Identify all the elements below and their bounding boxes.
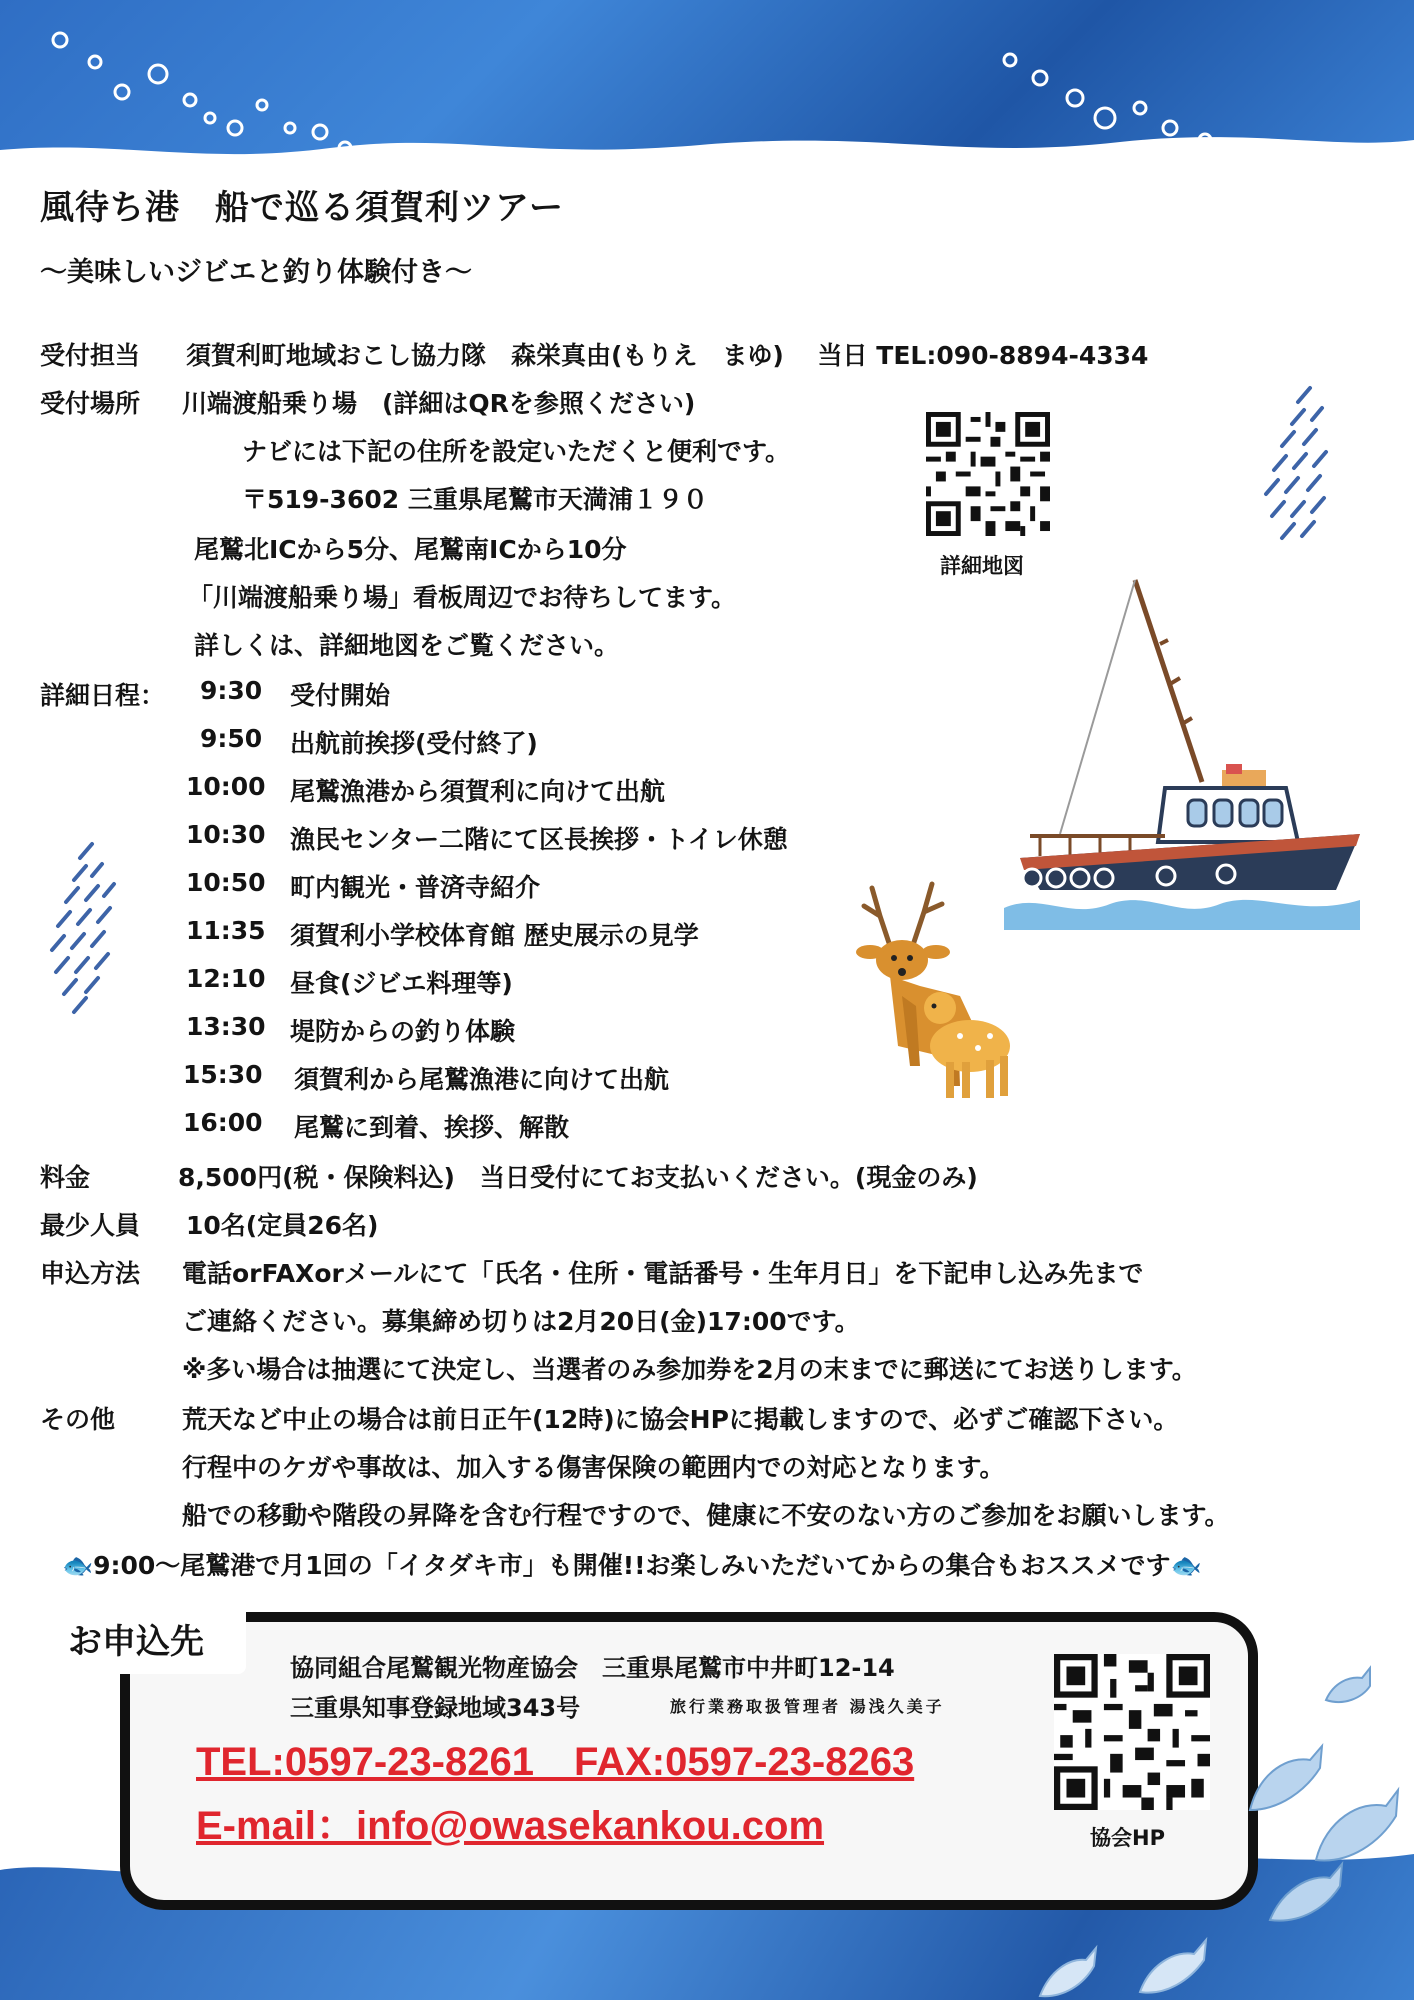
fish-icon [1030,1900,1230,2000]
application-line: ※多い場合は抽選にて決定し、当選者のみ参加券を2月の末までに郵送にてお送りします。 [182,1355,1197,1384]
schedule-event: 須賀利から尾鷲漁港に向けて出航 [294,1065,670,1094]
minimum-text: 10名(定員26名) [186,1211,379,1240]
dash-decoration-right [1258,384,1338,564]
travel-manager: 旅行業務取扱管理者 湯浅久美子 [670,1697,945,1716]
schedule-event: 堤防からの釣り体験 [290,1017,516,1046]
application-line: 電話orFAXorメールにて「氏名・住所・電話番号・生年月日」を下記申し込み先まで [182,1259,1144,1288]
minimum-label: 最少人員 [40,1211,141,1240]
page-subtitle: 〜美味しいジビエと釣り体験付き〜 [40,257,472,288]
reception-place-line: 「川端渡船乗り場」看板周辺でお待ちしてます。 [188,583,737,612]
other-label: その他 [40,1405,116,1434]
map-qr-caption: 詳細地図 [940,554,1024,578]
schedule-time: 10:50 [186,868,266,897]
reception-place-line: 〒519-3602 三重県尾鷲市天満浦１９０ [242,485,708,514]
association-hp-qr-code[interactable] [1054,1654,1210,1810]
top-wave-decoration [0,0,1414,175]
schedule-event: 町内観光・普済寺紹介 [290,873,541,902]
top-blue-band [0,0,1414,175]
fee-text: 8,500円(税・保険料込) 当日受付にてお支払いください。(現金のみ) [178,1163,978,1192]
other-line: 船での移動や階段の昇降を含む行程ですので、健康に不安のない方のご参加をお願いします。 [182,1501,1230,1530]
hp-qr-caption: 協会HP [1090,1826,1165,1850]
deer-illustration [850,876,1020,1106]
reception-place-label: 受付場所 [40,389,141,418]
other-line: 荒天など中止の場合は前日正午(12時)に協会HPに掲載しますので、必ずご確認下さい。 [182,1405,1179,1434]
schedule-event: 昼食(ジビエ料理等) [290,969,513,998]
schedule-event: 受付開始 [290,681,391,710]
reception-place-line: 川端渡船乗り場 (詳細はQRを参照ください) [182,389,696,418]
schedule-time: 16:00 [183,1108,263,1137]
schedule-time: 15:30 [183,1060,263,1089]
other-line: 行程中のケガや事故は、加入する傷害保険の範囲内での対応となります。 [182,1453,1005,1482]
page-title: 風待ち港 船で巡る須賀利ツアー [40,188,564,228]
map-qr-code[interactable] [926,412,1050,536]
schedule-time: 12:10 [186,964,266,993]
application-label: 申込方法 [40,1259,141,1288]
schedule-time: 11:35 [186,916,266,945]
reception-place-line: 尾鷲北ICから5分、尾鷲南ICから10分 [194,535,627,564]
schedule-event: 出航前挨拶(受付終了) [290,729,538,758]
fee-label: 料金 [40,1163,91,1192]
schedule-label: 詳細日程： [40,681,166,710]
contact-tab: お申込先 [50,1600,246,1674]
fish-icon [1230,1660,1414,2000]
schedule-event: 尾鷲漁港から須賀利に向けて出航 [290,777,666,806]
schedule-event: 漁民センター二階にて区長挨拶・トイレ休憩 [290,825,788,854]
schedule-time: 10:00 [186,772,266,801]
schedule-time: 13:30 [186,1012,266,1041]
reception-place-line: ナビには下記の住所を設定いただくと便利です。 [242,437,791,466]
reception-place-line: 詳しくは、詳細地図をご覧ください。 [194,631,620,660]
application-line: ご連絡ください。募集締め切りは2月20日(金)17:00です。 [182,1307,860,1336]
tel-fax-text[interactable]: TEL:0597-23-8261 FAX:0597-23-8263 [196,1740,915,1784]
ichi-market-notice: 🐟9:00〜尾鷲港で月1回の「イタダキ市」も開催!!お楽しみいただいてからの集合もおススメです🐟 [62,1551,1202,1580]
schedule-time: 10:30 [186,820,266,849]
boat-illustration [1000,574,1370,944]
email-link[interactable]: E-mail：info@owasekankou.com [196,1804,825,1848]
organization-line: 協同組合尾鷲観光物産協会 三重県尾鷲市中井町12-14 [290,1654,895,1682]
schedule-event: 須賀利小学校体育館 歴史展示の見学 [290,921,699,950]
reception-staff-label: 受付担当 [40,341,141,370]
registration-line: 三重県知事登録地域343号 [290,1694,581,1722]
reception-staff-text: 須賀利町地域おこし協力隊 森栄真由(もりえ まゆ) 当日 TEL:090-8894-4334 [186,341,1149,370]
dash-decoration-left [48,840,128,1020]
schedule-time: 9:50 [200,724,263,753]
schedule-event: 尾鷲に到着、挨拶、解散 [294,1113,570,1142]
schedule-time: 9:30 [200,676,263,705]
